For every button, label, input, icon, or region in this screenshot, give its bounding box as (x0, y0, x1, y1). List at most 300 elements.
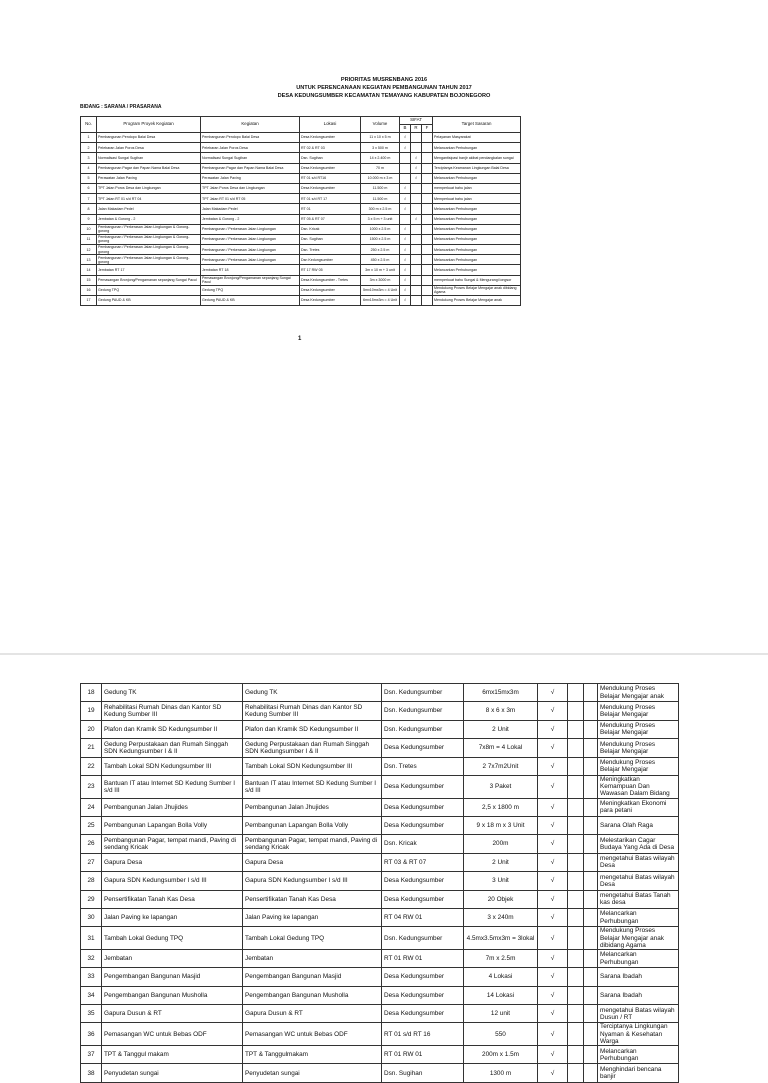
cell-lokasi: Dsn Kedungsumber (300, 255, 361, 265)
cell-program: Normalisasi Sungai Sugihan (97, 153, 201, 163)
cell-program: TPT Jalan Poros Desa dan Lingkungan (97, 183, 201, 193)
cell-program: Pemasangan Bronjong/Pengamanan sepanjang Sungai Pacul (97, 275, 201, 285)
cell-sifat-f (584, 720, 598, 738)
cell-sifat-b: √ (538, 720, 568, 738)
table-row (81, 143, 521, 153)
cell-target: Terciptanya Lingkungan Nyaman & Kesehatan Warga (598, 1023, 679, 1046)
table-row (81, 798, 679, 816)
cell-no: 4 (81, 163, 97, 173)
cell-no: 35 (81, 1005, 102, 1023)
cell-sifat-r: √ (411, 173, 422, 183)
table-row (81, 684, 679, 702)
cell-target: Mengantisipasi banjir akibat pendangkalan sungai (433, 153, 521, 163)
cell-sifat-f (422, 163, 433, 173)
header-no: No. (81, 117, 97, 133)
cell-volume: 11.500 m (361, 183, 400, 193)
doc-title-line-3: DESA KEDUNGSUMBER KECAMATAN TEMAYANG KABUPATEN BOJONEGORO (277, 93, 491, 99)
cell-kegiatan: Pembangunan Lapangan Bolla Volly (243, 816, 382, 834)
cell-program: Tambah Lokal Gedung TPQ (102, 927, 243, 950)
cell-sifat-f (422, 245, 433, 255)
cell-sifat-r (568, 968, 584, 986)
cell-sifat-b (400, 173, 411, 183)
table-row (81, 890, 679, 908)
cell-kegiatan: Pembangunan / Perkerasan Jalan Lingkungan (201, 224, 300, 234)
cell-kegiatan: Gedung TPQ (201, 285, 300, 295)
cell-program: Penyudetan sungai (102, 1064, 243, 1082)
cell-target: Melancarkan Perhubungan (433, 265, 521, 275)
cell-no: 25 (81, 816, 102, 834)
cell-lokasi: Dsn. Sugihan (382, 1064, 464, 1082)
cell-lokasi: Desa Kedungsumber (382, 890, 464, 908)
cell-kegiatan: Gedung Perpustakaan dan Rumah Singgah SDN Kedungsumber I & II (243, 739, 382, 757)
cell-sifat-f (584, 1046, 598, 1064)
cell-target: Mendukung Proses Belajar Mengajar (598, 702, 679, 720)
cell-sifat-f (584, 702, 598, 720)
table-row (81, 835, 679, 853)
cell-volume: 1000 x 2.5 m (361, 224, 400, 234)
cell-sifat-b: √ (538, 835, 568, 853)
header-volume: Volume (361, 117, 400, 133)
cell-program: Perawatan Jalan Paving (97, 173, 201, 183)
cell-target: Mendukung Proses Belajar Mengajar anak dibidang Agama (598, 927, 679, 950)
table-row (81, 224, 521, 234)
cell-sifat-f (422, 224, 433, 234)
cell-target: Melestarikan Cagar Budaya Yang Ada di Desa (598, 835, 679, 853)
cell-volume: 11 x 10 x 5 m (361, 133, 400, 143)
cell-volume: 2,5 x 1800 m (464, 798, 538, 816)
cell-lokasi: Desa Kedungsumber (382, 739, 464, 757)
document-page-2 (0, 655, 768, 1081)
cell-target: Melancarkan Perhubungan (598, 908, 679, 926)
cell-volume: 14 x 2.400 m (361, 153, 400, 163)
cell-sifat-r (411, 194, 422, 204)
cell-sifat-b: √ (538, 816, 568, 834)
cell-no: 8 (81, 204, 97, 214)
cell-target: Sarana Olah Raga (598, 816, 679, 834)
cell-sifat-b: √ (400, 265, 411, 275)
cell-lokasi: Desa Kedungsumber (382, 968, 464, 986)
cell-kegiatan: Pembangunan Pagar dan Papan Nama Balai Desa (201, 163, 300, 173)
cell-sifat-b: √ (538, 684, 568, 702)
cell-no: 33 (81, 968, 102, 986)
cell-kegiatan: Plafon dan Kramik SD Kedungsumber II (243, 720, 382, 738)
cell-no: 36 (81, 1023, 102, 1046)
cell-sifat-r (568, 798, 584, 816)
cell-program: Pembangunan / Perkerasan Jalan Lingkungan & Gorong-gorong (97, 245, 201, 255)
cell-target: Melancarkan Perhubungan (433, 214, 521, 224)
cell-kegiatan: Gapura Dusun & RT (243, 1005, 382, 1023)
cell-volume: 3 Unit (464, 872, 538, 890)
cell-sifat-f (422, 183, 433, 193)
cell-kegiatan: Pengembangan Bangunan Masjid (243, 968, 382, 986)
cell-no: 29 (81, 890, 102, 908)
cell-volume: 9 x 18 m x 3 Unit (464, 816, 538, 834)
cell-volume: 3 Paket (464, 775, 538, 798)
cell-volume: 300 m x 2.5 m (361, 204, 400, 214)
cell-kegiatan: Pembangunan Pendopo Balai Desa (201, 133, 300, 143)
cell-kegiatan: Gedung TK (243, 684, 382, 702)
cell-sifat-b: √ (538, 739, 568, 757)
cell-sifat-f (584, 908, 598, 926)
cell-sifat-r (568, 1046, 584, 1064)
cell-no: 3 (81, 153, 97, 163)
cell-program: Rehabilitasi Rumah Dinas dan Kantor SD Kedung Sumber III (102, 702, 243, 720)
cell-volume: 2 Unit (464, 853, 538, 871)
table-body-page-1 (81, 133, 521, 306)
cell-lokasi: Desa Kedungsumber (300, 133, 361, 143)
cell-sifat-f (422, 153, 433, 163)
cell-program: Pembangunan / Perkerasan Jalan Lingkungan & Gorong-gorong (97, 234, 201, 244)
cell-no: 38 (81, 1064, 102, 1082)
cell-volume: 7m x 2.5m (464, 949, 538, 967)
cell-no: 1 (81, 133, 97, 143)
cell-sifat-r (568, 986, 584, 1004)
doc-title-line-2: UNTUK PERENCANAAN KEGIATAN PEMBANGUNAN TAHUN 2017 (296, 85, 472, 91)
cell-sifat-b: √ (400, 245, 411, 255)
cell-no: 10 (81, 224, 97, 234)
cell-sifat-b: √ (400, 183, 411, 193)
cell-sifat-r (568, 702, 584, 720)
cell-target: Melancarkan Perhubungan (598, 949, 679, 967)
cell-sifat-b: √ (400, 204, 411, 214)
cell-program: TPT & Tanggul makam (102, 1046, 243, 1064)
cell-no: 2 (81, 143, 97, 153)
cell-sifat-r: √ (411, 153, 422, 163)
cell-no: 9 (81, 214, 97, 224)
cell-program: Pembangunan Lapangan Bolla Volly (102, 816, 243, 834)
cell-sifat-f (584, 757, 598, 775)
cell-no: 21 (81, 739, 102, 757)
table-row (81, 245, 521, 255)
table-row (81, 872, 679, 890)
cell-lokasi: RT 04 RW 01 (382, 908, 464, 926)
cell-sifat-b (400, 214, 411, 224)
cell-sifat-b: √ (400, 296, 411, 306)
cell-volume: 3m x 3000 m (361, 275, 400, 285)
cell-volume: 450 x 2.5 m (361, 255, 400, 265)
cell-no: 22 (81, 757, 102, 775)
cell-no: 20 (81, 720, 102, 738)
cell-kegiatan: Pengembangan Bangunan Musholla (243, 986, 382, 1004)
cell-lokasi: Desa Kedungsumber (382, 775, 464, 798)
cell-sifat-r (568, 775, 584, 798)
cell-kegiatan: Pembangunan Pagar, tempat mandi, Paving di sendang Kricak (243, 835, 382, 853)
cell-sifat-r (568, 816, 584, 834)
cell-target: Mendukung Proses Belajar Mengajar anak (598, 684, 679, 702)
cell-sifat-b: √ (538, 872, 568, 890)
cell-sifat-f (584, 775, 598, 798)
header-program: Program Proyek Kegiatan (97, 117, 201, 133)
cell-program: Jembatan & Gorong - 2 (97, 214, 201, 224)
cell-sifat-f (584, 835, 598, 853)
table-row (81, 163, 521, 173)
cell-sifat-b: √ (400, 275, 411, 285)
cell-kegiatan: TPT & Tanggulmakam (243, 1046, 382, 1064)
cell-volume: 8 x 6 x 3m (464, 702, 538, 720)
cell-volume: 3m x 10 m + 3 unit (361, 265, 400, 275)
cell-volume: 2 Unit (464, 720, 538, 738)
cell-no: 7 (81, 194, 97, 204)
cell-lokasi: Desa Kedungsumber (382, 986, 464, 1004)
cell-sifat-f (584, 890, 598, 908)
cell-volume: 200m (464, 835, 538, 853)
cell-lokasi: RT 05 & RT 07 (300, 214, 361, 224)
cell-program: Gapura Dusun & RT (102, 1005, 243, 1023)
cell-sifat-r (411, 245, 422, 255)
cell-kegiatan: TPT Jalan RT 01 s/d RT 05 (201, 194, 300, 204)
cell-no: 18 (81, 684, 102, 702)
cell-sifat-f (422, 204, 433, 214)
cell-volume: 10.000 m x 3 m (361, 173, 400, 183)
cell-sifat-r (411, 183, 422, 193)
cell-sifat-f (584, 739, 598, 757)
header-sifat: SIFAT (400, 117, 433, 125)
cell-lokasi: Desa Kedungsumber (382, 872, 464, 890)
cell-target: mengetahui Batas wilayah Desa (598, 853, 679, 871)
cell-sifat-f (422, 265, 433, 275)
table-row (81, 739, 679, 757)
cell-lokasi: RT 01 RW 01 (382, 949, 464, 967)
cell-lokasi: Dsn. Kricak (300, 224, 361, 234)
cell-no: 19 (81, 702, 102, 720)
cell-sifat-r (411, 224, 422, 234)
cell-program: Jembatan RT 17 (97, 265, 201, 275)
table-row (81, 720, 679, 738)
cell-target: Melancarkan Perhubungan (433, 204, 521, 214)
cell-kegiatan: Pelebaran Jalan Poros Desa (201, 143, 300, 153)
cell-target: Meningkatkan Kemampuan Dan Wawasan Dalam Bidang (598, 775, 679, 798)
cell-no: 11 (81, 234, 97, 244)
cell-program: Gedung PAUD & KB (97, 296, 201, 306)
cell-sifat-b: √ (538, 1064, 568, 1082)
cell-kegiatan: Gapura SDN Kedungsumber I s/d III (243, 872, 382, 890)
cell-sifat-r (411, 234, 422, 244)
cell-kegiatan: Jembatan & Gorong - 2 (201, 214, 300, 224)
cell-volume: 3 x 5 m + 3 unit (361, 214, 400, 224)
cell-kegiatan: TPT Jalan Poros Desa dan Lingkungan (201, 183, 300, 193)
priority-table-page-1 (80, 116, 521, 306)
cell-sifat-r (411, 275, 422, 285)
cell-sifat-f (584, 968, 598, 986)
cell-target: Melancarkan Perhubungan (433, 173, 521, 183)
cell-lokasi: Dsn. Kedungsumber (382, 702, 464, 720)
cell-sifat-f (422, 133, 433, 143)
cell-program: Pengembangan Bangunan Masjid (102, 968, 243, 986)
cell-sifat-b: √ (538, 853, 568, 871)
cell-program: Gedung Perpustakaan dan Rumah Singgah SDN Kedungsumber I & II (102, 739, 243, 757)
cell-sifat-r (568, 890, 584, 908)
cell-kegiatan: Pemasangan Bronjong/Pengamanan sepanjang Sungai Pacul (201, 275, 300, 285)
cell-sifat-b: √ (538, 968, 568, 986)
cell-sifat-b: √ (538, 890, 568, 908)
cell-lokasi: Dsn. Kedungsumber (382, 927, 464, 950)
cell-target: Sarana Ibadah (598, 986, 679, 1004)
table-row (81, 775, 679, 798)
cell-lokasi: Dsn. Kedungsumber (382, 720, 464, 738)
cell-sifat-f (584, 927, 598, 950)
cell-program: Plafon dan Kramik SD Kedungsumber II (102, 720, 243, 738)
cell-target: Mendukung Proses Belajar Mengajar anak (433, 296, 521, 306)
header-sifat-f: F (422, 125, 433, 133)
cell-lokasi: Dsn. Kedungsumber (382, 684, 464, 702)
cell-no: 34 (81, 986, 102, 1004)
cell-program: Gedung TPQ (97, 285, 201, 295)
cell-lokasi: Dsn. Sugihan (300, 234, 361, 244)
cell-program: Tambah Lokal SDN Kedungsumber III (102, 757, 243, 775)
cell-kegiatan: Tambah Lokal Gedung TPQ (243, 927, 382, 950)
table-row (81, 153, 521, 163)
cell-program: Gapura Desa (102, 853, 243, 871)
cell-target: Melancarkan Perhubungan (433, 245, 521, 255)
cell-sifat-f (584, 986, 598, 1004)
priority-table-page-2 (80, 683, 679, 1083)
cell-sifat-f (422, 214, 433, 224)
cell-sifat-f (584, 816, 598, 834)
cell-sifat-r (568, 853, 584, 871)
cell-program: Pembangunan Pendopo Balai Desa (97, 133, 201, 143)
table-row (81, 275, 521, 285)
cell-sifat-r (411, 285, 422, 295)
cell-target: Pelayanan Masyarakat (433, 133, 521, 143)
table-row (81, 1064, 679, 1082)
cell-sifat-r (411, 296, 422, 306)
cell-sifat-r (411, 133, 422, 143)
cell-lokasi: Dsn. Kricak (382, 835, 464, 853)
cell-volume: 1500 x 2.5 m (361, 234, 400, 244)
cell-kegiatan: Pembangunan / Perkerasan Jalan Lingkungan (201, 255, 300, 265)
cell-no: 15 (81, 275, 97, 285)
cell-no: 30 (81, 908, 102, 926)
cell-program: Jalan Paving ke lapangan (102, 908, 243, 926)
cell-kegiatan: Gedung PAUD & KB (201, 296, 300, 306)
cell-no: 5 (81, 173, 97, 183)
cell-lokasi: RT 01 s/d RT16 (300, 173, 361, 183)
cell-lokasi: RT 01 (300, 204, 361, 214)
table-row (81, 949, 679, 967)
cell-lokasi: RT 03 & RT 07 (382, 853, 464, 871)
cell-no: 27 (81, 853, 102, 871)
table-row (81, 1046, 679, 1064)
cell-kegiatan: Pembangunan Jalan Jhujides (243, 798, 382, 816)
cell-volume: 2 7x7m2Unit (464, 757, 538, 775)
cell-volume: 70 m (361, 163, 400, 173)
cell-lokasi: Desa Kedungsumber (300, 163, 361, 173)
cell-volume: 550 (464, 1023, 538, 1046)
cell-sifat-f (422, 234, 433, 244)
cell-no: 14 (81, 265, 97, 275)
cell-sifat-f (584, 684, 598, 702)
cell-sifat-f (584, 853, 598, 871)
cell-target: memperkuat bahu Sungai & Mengurangi longsor (433, 275, 521, 285)
cell-sifat-b: √ (400, 194, 411, 204)
table-row (81, 1005, 679, 1023)
cell-sifat-r (411, 255, 422, 265)
table-row (81, 757, 679, 775)
cell-volume: 1300 m (464, 1064, 538, 1082)
cell-lokasi: Desa Kedungsumber (382, 1005, 464, 1023)
cell-target: Mendukung Proses Belajar Mengajar anak dibidang Agama (433, 285, 521, 295)
cell-kegiatan: Pembangunan / Perkerasan Jalan Lingkungan (201, 234, 300, 244)
cell-sifat-b: √ (400, 133, 411, 143)
cell-sifat-b: √ (400, 285, 411, 295)
cell-program: Pensertifikatan Tanah Kas Desa (102, 890, 243, 908)
cell-sifat-b: √ (538, 757, 568, 775)
cell-volume: 6mx15mx3m (464, 684, 538, 702)
cell-volume: 12 unit (464, 1005, 538, 1023)
cell-program: Pembangunan Pagar, tempat mandi, Paving di sendang Kricak (102, 835, 243, 853)
cell-sifat-b (400, 153, 411, 163)
table-row (81, 194, 521, 204)
cell-sifat-f (422, 143, 433, 153)
cell-program: TPT Jalan RT 01 s/d RT 04 (97, 194, 201, 204)
cell-target: Mendukung Proses Belajar Mengajar (598, 739, 679, 757)
cell-target: Melancarkan Perhubungan (433, 143, 521, 153)
cell-program: Jembatan (102, 949, 243, 967)
cell-lokasi: Dsn. Tretes (300, 245, 361, 255)
table-row (81, 296, 521, 306)
table-row (81, 853, 679, 871)
cell-sifat-r (411, 143, 422, 153)
cell-kegiatan: Jalan Paving ke lapangan (243, 908, 382, 926)
cell-sifat-r (568, 908, 584, 926)
table-row (81, 204, 521, 214)
cell-no: 13 (81, 255, 97, 265)
table-row (81, 816, 679, 834)
cell-sifat-r: √ (411, 214, 422, 224)
cell-no: 17 (81, 296, 97, 306)
cell-volume: 6mx15mx3m = 4 Unit (361, 296, 400, 306)
cell-sifat-r (568, 684, 584, 702)
cell-sifat-r (568, 1005, 584, 1023)
cell-sifat-b: √ (538, 1023, 568, 1046)
cell-program: Pelebaran Jalan Poros Desa (97, 143, 201, 153)
cell-lokasi: Desa Kedungsumber (300, 183, 361, 193)
cell-sifat-f (422, 275, 433, 285)
table-row (81, 285, 521, 295)
cell-lokasi: RT 01 s/d RT 16 (382, 1023, 464, 1046)
cell-no: 12 (81, 245, 97, 255)
cell-volume: 11.500 m (361, 194, 400, 204)
cell-kegiatan: Jalan Makadam Pedel (201, 204, 300, 214)
doc-title-line-1: PRIORITAS MUSRENBANG 2016 (340, 77, 428, 83)
cell-target: mengetahui Batas wilayah Dusun / RT (598, 1005, 679, 1023)
cell-no: 26 (81, 835, 102, 853)
header-target: Target Sasaran (433, 117, 521, 133)
cell-sifat-f (584, 872, 598, 890)
cell-program: Pengembangan Bangunan Musholla (102, 986, 243, 1004)
cell-no: 32 (81, 949, 102, 967)
table-row (81, 265, 521, 275)
table-row (81, 133, 521, 143)
cell-no: 37 (81, 1046, 102, 1064)
table-row (81, 173, 521, 183)
cell-sifat-b: √ (538, 1005, 568, 1023)
cell-no: 28 (81, 872, 102, 890)
cell-kegiatan: Gapura Desa (243, 853, 382, 871)
cell-sifat-r (568, 757, 584, 775)
cell-lokasi: Desa Kedungsumber (300, 285, 361, 295)
cell-sifat-f (422, 296, 433, 306)
cell-program: Pembangunan / Perkerasan Jalan Lingkungan & Gorong-gorong (97, 255, 201, 265)
cell-sifat-r (568, 720, 584, 738)
cell-sifat-r (568, 927, 584, 950)
cell-target: Melancarkan Perhubungan (433, 234, 521, 244)
cell-sifat-b: √ (538, 798, 568, 816)
cell-kegiatan: Bantuan IT atau Internet SD Kedung Sumber I s/d III (243, 775, 382, 798)
cell-sifat-f (422, 173, 433, 183)
cell-sifat-r (411, 204, 422, 214)
cell-volume: 7x8m = 4 Lokal (464, 739, 538, 757)
